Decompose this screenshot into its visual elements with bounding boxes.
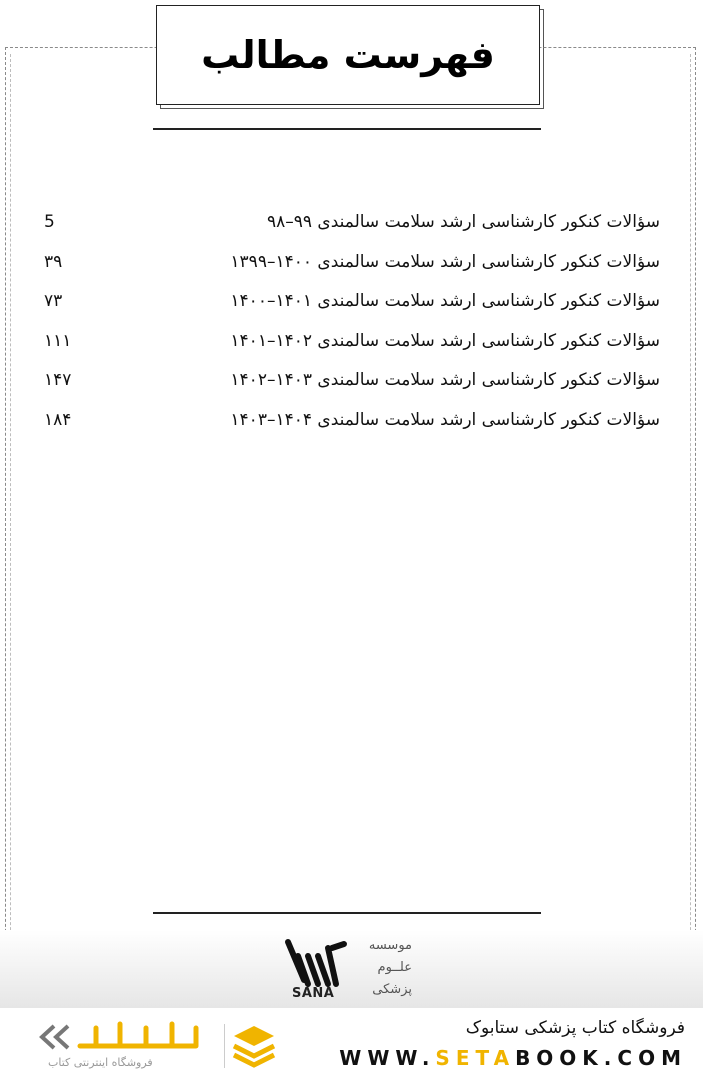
toc-entry-page: ۱۱۱ [44, 330, 72, 351]
toc-entry-page: 5 [44, 212, 55, 232]
toc-row[interactable] [40, 370, 660, 410]
publisher-latin-name: SANA [292, 986, 335, 1001]
page-title: فهرست مطالب [201, 33, 495, 77]
toc-row[interactable] [40, 212, 660, 252]
toc-entry-page: ۱۴۷ [44, 370, 72, 390]
page-frame-inner [10, 54, 691, 1000]
publisher-line-2: علــوم [377, 960, 412, 975]
book-stack-icon [232, 1024, 276, 1068]
store-name: فروشگاه کتاب پزشکی ستابوک [465, 1018, 685, 1038]
toc-entry-title: سؤالات کنکور کارشناسی ارشد سلامت سالمندی ۱۴۰۳–۱۴۰۲ [230, 370, 660, 390]
toc-row[interactable] [40, 331, 660, 371]
toc-entry-page: ۳۹ [44, 251, 63, 272]
sana-mark-icon [282, 934, 352, 994]
top-rule [153, 128, 541, 130]
publisher-logo [282, 930, 422, 1004]
toc-entry-title: سؤالات کنکور کارشناسی ارشد سلامت سالمندی ۱۴۰۱–۱۴۰۰ [230, 291, 660, 311]
store-bar [0, 1008, 703, 1080]
store-url-suffix: BOOK.COM [515, 1046, 687, 1070]
toc-entry-title: سؤالات کنکور کارشناسی ارشد سلامت سالمندی ۱۴۰۴–۱۴۰۳ [230, 409, 660, 430]
toc-row[interactable] [40, 410, 660, 450]
store-url-prefix: WWW. [339, 1046, 436, 1070]
publisher-line-1: موسسه [368, 938, 412, 953]
toc-row[interactable] [40, 291, 660, 331]
setabook-logo[interactable] [36, 1018, 276, 1074]
store-url[interactable] [339, 1046, 687, 1070]
toc-entry-page: ۷۳ [44, 291, 63, 311]
toc-row[interactable] [40, 252, 660, 292]
toc-entry-page: ۱۸۴ [44, 409, 72, 430]
store-url-accent: SETA [435, 1046, 516, 1070]
title-box [156, 5, 540, 105]
toc-entry-title: سؤالات کنکور کارشناسی ارشد سلامت سالمندی ۱۴۰۲–۱۴۰۱ [230, 330, 660, 351]
setabook-caption: فروشگاه اینترنتی کتاب [48, 1056, 153, 1069]
setabook-wordmark-icon [76, 1018, 206, 1054]
table-of-contents [40, 212, 660, 449]
publisher-line-3: پزشکی [372, 982, 412, 997]
bottom-rule [153, 912, 541, 914]
double-chevron-icon [36, 1022, 76, 1052]
toc-entry-title: سؤالات کنکور کارشناسی ارشد سلامت سالمندی ۹۹–۹۸ [266, 212, 660, 232]
logo-divider [224, 1024, 225, 1068]
toc-entry-title: سؤالات کنکور کارشناسی ارشد سلامت سالمندی ۱۴۰۰–۱۳۹۹ [230, 251, 660, 272]
